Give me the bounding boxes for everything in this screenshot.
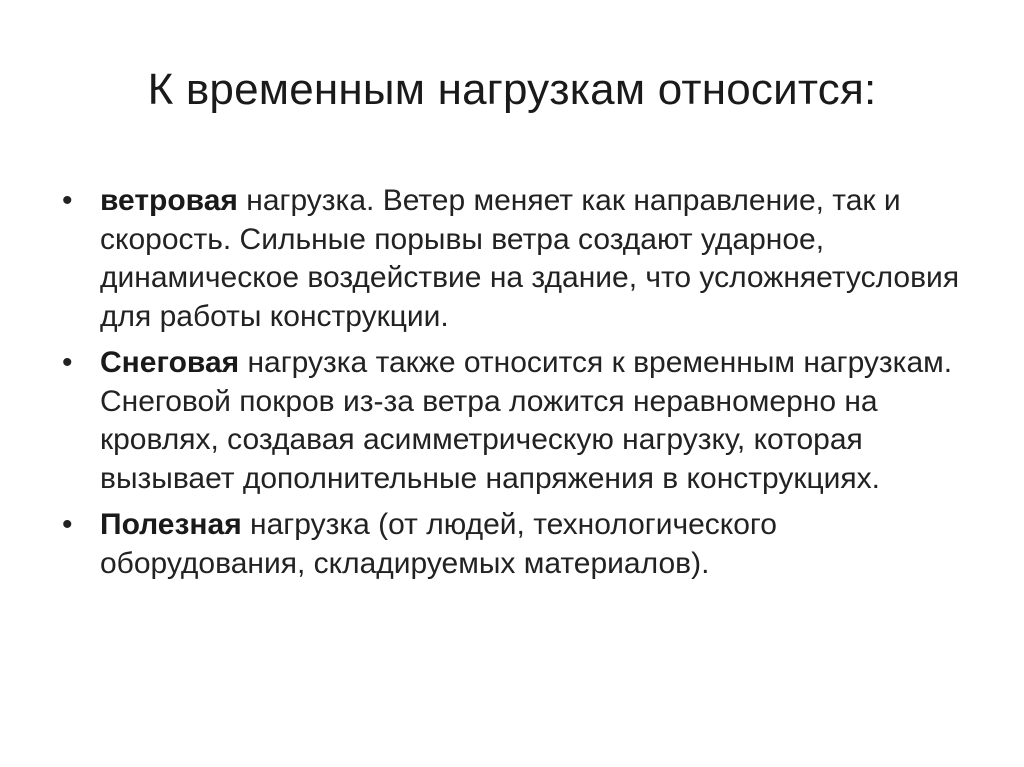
- bullet-text: нагрузка (от людей, технологического оборудования, складируемых материалов).: [100, 508, 777, 580]
- bullet-icon: •: [62, 346, 73, 379]
- bullet-keyword: Полезная: [100, 508, 242, 541]
- bullet-keyword: ветровая: [100, 184, 238, 217]
- list-item: [62, 506, 962, 583]
- list-item: [62, 344, 962, 498]
- list-item: [62, 182, 962, 336]
- bullet-list: [62, 182, 962, 591]
- bullet-keyword: Снеговая: [100, 346, 240, 379]
- bullet-text: нагрузка. Ветер меняет как направление, так и скорость. Сильные порывы ветра создают ударное, динамическое воздействие на здание, что усложняетусловия для работы конструкции.: [100, 184, 960, 333]
- bullet-icon: •: [62, 508, 73, 541]
- slide-title: К временным нагрузкам относится:: [147, 65, 877, 114]
- bullet-icon: •: [62, 184, 73, 217]
- bullet-text: нагрузка также относится к временным нагрузкам. Снеговой покров из-за ветра ложится неравномерно на кровлях, создавая асимметрическую нагрузку, которая вызывает дополнительные напряжения в конструкциях.: [100, 346, 953, 495]
